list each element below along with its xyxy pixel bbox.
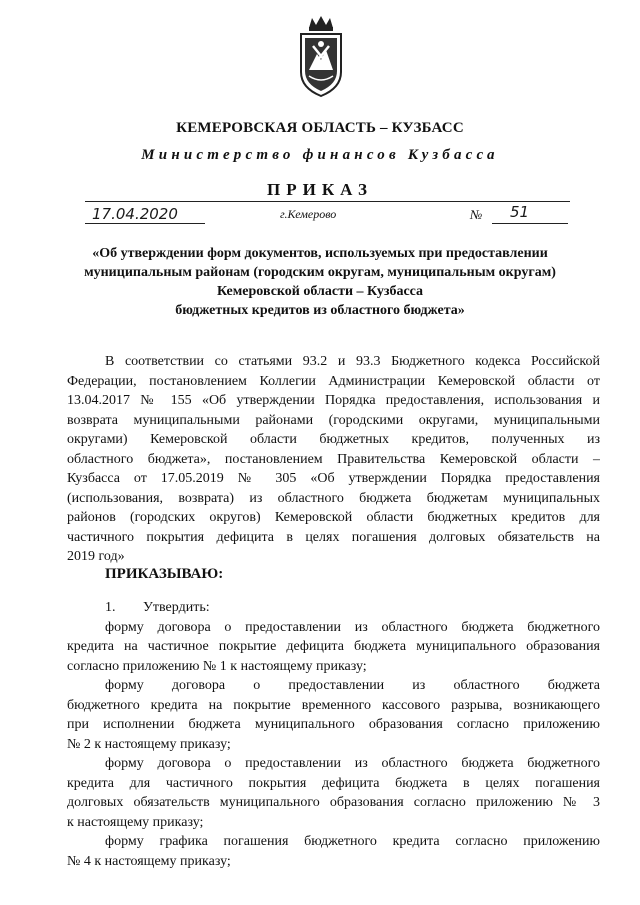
heading-line: Кемеровской области – Кузбасса (216, 284, 424, 299)
text-line: кредита для частичного покрытия дефицита бюджета в целях погашения (67, 775, 600, 791)
region-title: КЕМЕРОВСКАЯ ОБЛАСТЬ – КУЗБАСС (176, 120, 464, 136)
text-line: при исполнении бюджета муниципального образования согласно приложению (67, 717, 600, 732)
text-line: форму графика погашения бюджетного кредита согласно приложению (105, 834, 600, 849)
text-line: № 2 к настоящему приказу; (67, 736, 231, 752)
item-text: Утвердить: (143, 600, 210, 615)
text-line: кредита на частичное покрытие дефицита бюджета муниципального образования (67, 639, 600, 654)
orders-label: ПРИКАЗЫВАЮ: (105, 566, 224, 582)
text-line: форму договора о предоставлении из областного бюджета (105, 678, 600, 693)
preamble-paragraph (67, 352, 600, 567)
text-line: округами) Кемеровской области бюджетных кредитов, полученных из (67, 432, 600, 447)
coat-of-arms-icon (295, 14, 347, 100)
text-line: возврата муниципальными районами (городскими округами, муниципальными (67, 412, 600, 428)
text-line: районов (городских округов) Кемеровской области бюджетных кредитов для (67, 510, 600, 525)
items-list (67, 598, 600, 871)
order-number: 51 (510, 203, 530, 221)
text-line: 2019 год» (67, 549, 125, 564)
text-line: В соответствии со статьями 93.2 и 93.3 Бюджетного кодекса Российской (105, 354, 600, 369)
text-line: Кузбасса от 17.05.2019 № 305 «Об утверждении Порядка предоставления (67, 471, 600, 486)
number-underline (492, 223, 568, 224)
document-heading (60, 244, 580, 320)
heading-line: «Об утверждении форм документов, используемых при предоставлении (92, 246, 548, 261)
text-line: (использования, возврата) из областного бюджета бюджетам муниципальных (67, 490, 600, 506)
ministry-name: Министерство финансов Кузбасса (141, 147, 499, 163)
item-header (67, 598, 600, 618)
text-line: Федерации, постановлением Коллегии Администрации Кемеровской области от (67, 373, 600, 389)
heading-line: бюджетных кредитов из областного бюджета» (175, 303, 465, 318)
text-line: № 4 к настоящему приказу; (67, 853, 231, 869)
text-line: 13.04.2017 № 155 «Об утверждении Порядка предоставления, использования и (67, 393, 600, 408)
text-line: к настоящему приказу; (67, 814, 204, 830)
text-line: областного бюджета», постановлением Правительства Кемеровской области – (67, 451, 600, 467)
item-number: 1. (105, 600, 116, 615)
text-line: бюджетного кредита на покрытие временного кассового разрыва, возникающего (67, 697, 600, 713)
text-line: форму договора о предоставлении из областного бюджета бюджетного (105, 756, 600, 771)
text-line: частичного покрытия дефицита в целях погашения долговых обязательств на (67, 529, 600, 545)
city: г.Кемерово (280, 207, 337, 221)
document-type: ПРИКАЗ (267, 180, 373, 199)
text-line: согласно приложению № 1 к настоящему приказу; (67, 658, 367, 674)
divider (85, 201, 570, 202)
text-line: долговых обязательств муниципального образования согласно приложению № 3 (67, 795, 600, 810)
text-line: форму договора о предоставлении из областного бюджета бюджетного (105, 619, 600, 635)
heading-line: муниципальным районам (городским округам, муниципальным округам) (84, 265, 556, 280)
number-label: № (470, 207, 483, 222)
date-underline (85, 223, 205, 224)
order-date: 17.04.2020 (92, 205, 178, 223)
